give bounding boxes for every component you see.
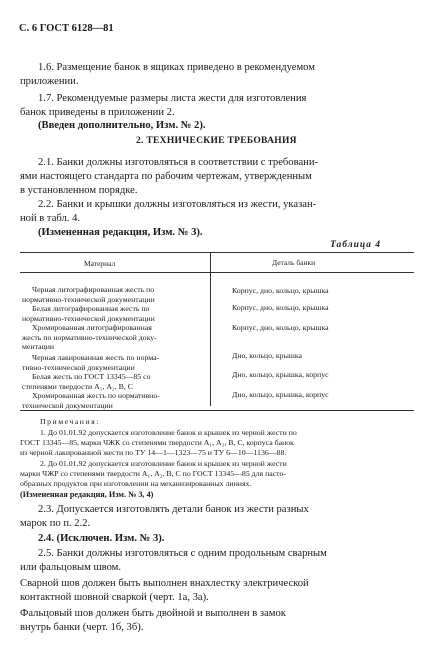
para-2-1-line3: в установленном порядке.: [20, 185, 138, 196]
table-bottom-rule: [20, 410, 414, 411]
table-row-material: Черная лакированная жесть по норма- тивно-технической документации: [22, 353, 160, 372]
table-row-material: Черная литографированная жесть по нормативно-технической документации: [22, 285, 155, 304]
para-2-5-line1: 2.5. Банки должны изготовляться с одним продольным сварным: [38, 548, 327, 559]
table-row-part: Корпус, дно, кольцо, крышка: [232, 303, 329, 312]
note-1-line1: 1. До 01.01.92 допускается изготовление банок и крышек из черной жести по: [40, 428, 297, 437]
para-2-5-line6: внутрь банки (черт. 1б, 3б).: [20, 622, 144, 633]
table-caption: Таблица 4: [330, 240, 382, 250]
table-row-part: Дно, кольцо, крышка: [232, 351, 302, 360]
table-row-material: Хромированная жесть по нормативно- технической документации: [22, 391, 160, 410]
notes-amendment: (Измененная редакция, Изм. № 3, 4): [20, 490, 154, 499]
para-1-7-line1: 1.7. Рекомендуемые размеры листа жести для изготовления: [38, 93, 307, 104]
note-2-line3: образных продуктов при изготовлении на механизированных линиях.: [20, 479, 252, 488]
para-2-5-line4: контактной шовной сваркой (черт. 1а, 3а).: [20, 592, 209, 603]
table-header-material: Материал: [84, 259, 116, 268]
para-2-1-line2: ями настоящего стандарта по рабочим чертежам, утвержденным: [20, 171, 312, 182]
para-2-5-line5: Фальцовый шов должен быть двойной и выполнен в замок: [20, 608, 286, 619]
para-1-6-line1: 1.6. Размещение банок в ящиках приведено в рекомендуемом: [38, 62, 315, 73]
table-row-material: Белая жесть по ГОСТ 13345—85 со степенями твердости А₁, А₂, В, С: [22, 372, 151, 391]
note-1-line2: ГОСТ 13345—85, марки ЧЖК со степенями твердости А₁, А₂, В, С, корпуса банок: [20, 438, 294, 447]
table-row-material: Белая литографированная жесть по нормативно-технической документации: [22, 304, 155, 323]
para-2-2-line2: ной в табл. 4.: [20, 213, 81, 224]
table-row-part: Дно, кольцо, крышка, корпус: [232, 370, 329, 379]
table-header-part: Деталь банки: [272, 258, 316, 267]
para-2-2-amendment: (Измененная редакция, Изм. № 3).: [38, 227, 203, 238]
note-2-line1: 2. До 01.01.92 допускается изготовление банок и крышек из черной жести: [40, 459, 287, 468]
table-row-part: Корпус, дно, кольцо, крышка: [232, 323, 329, 332]
para-1-7-line2: банок приведены в приложении 2.: [20, 107, 175, 118]
note-1-line3: из черной лакированной жести по ТУ 14—1—1323—75 и ТУ 6—10—1136—88.: [20, 448, 287, 457]
page-header: С. 6 ГОСТ 6128—81: [19, 23, 114, 34]
para-2-3-line1: 2.3. Допускается изготовлять детали банок из жести разных: [38, 504, 309, 515]
para-1-7-amendment: (Введен дополнительно, Изм. № 2).: [38, 120, 206, 131]
para-2-3-line2: марок по п. 2.2.: [20, 518, 91, 529]
note-2-line2: марки ЧЖР со степенями твердости А₁, А₂, В, С по ГОСТ 13345—85 для пасто-: [20, 469, 286, 478]
para-1-6-line2: приложении.: [20, 76, 79, 87]
table-header-rule: [20, 272, 414, 273]
table-row-part: Дно, кольцо, крышка, корпус: [232, 390, 329, 399]
para-2-5-line2: или фальцовым швом.: [20, 562, 122, 573]
table-row-material: Хромированная литографированная жесть по нормативно-технической доку- ментации: [22, 323, 157, 351]
para-2-4: 2.4. (Исключен. Изм. № 3).: [38, 533, 165, 544]
section-title: 2. ТЕХНИЧЕСКИЕ ТРЕБОВАНИЯ: [136, 136, 297, 146]
table-row-part: Корпус, дно, кольцо, крышка: [232, 286, 329, 295]
para-2-5-line3: Сварной шов должен быть выполнен внахлестку электрической: [20, 578, 309, 589]
para-2-1-line1: 2.1. Банки должны изготовляться в соответствии с требовани-: [38, 157, 319, 168]
table-column-divider: [210, 252, 211, 406]
notes-title: Примечания:: [40, 417, 100, 426]
table-top-rule: [20, 252, 414, 253]
para-2-2-line1: 2.2. Банки и крышки должны изготовляться из жести, указан-: [38, 199, 317, 210]
